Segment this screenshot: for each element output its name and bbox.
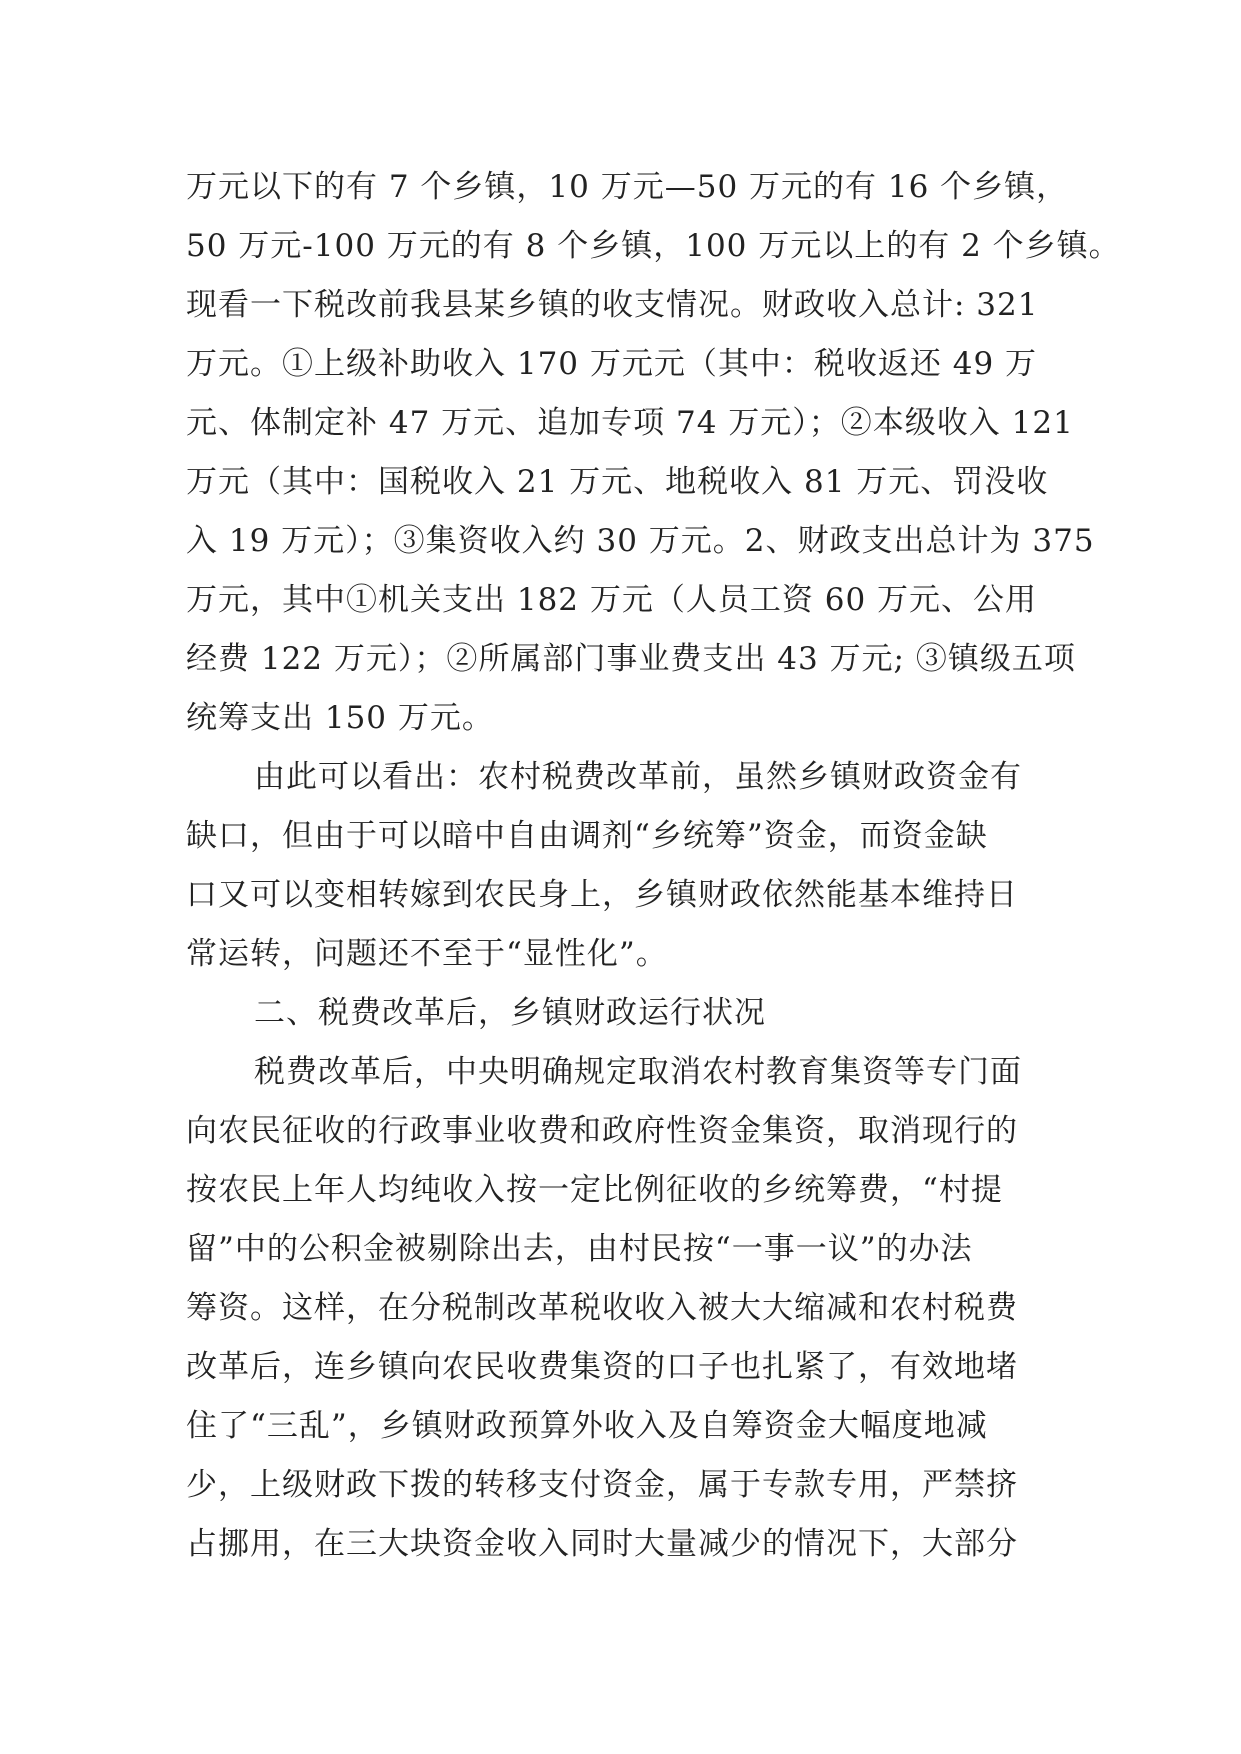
paragraph-after-reform <box>186 1043 1066 1574</box>
text-line: 按农民上年人均纯收入按一定比例征收的乡统筹费，“村提 <box>186 1172 1003 1208</box>
text-line: 占挪用，在三大块资金收入同时大量减少的情况下，大部分 <box>186 1526 1018 1562</box>
paragraph-conclusion <box>186 748 1066 984</box>
text-line: 50 万元-100 万元的有 8 个乡镇，100 万元以上的有 2 个乡镇。 <box>186 228 1121 264</box>
text-line: 万元。①上级补助收入 170 万元元（其中：税收返还 49 万 <box>186 346 1038 382</box>
text-line: 入 19 万元）；③集资收入约 30 万元。2、财政支出总计为 375 <box>186 523 1095 559</box>
text-line: 万元（其中：国税收入 21 万元、地税收入 81 万元、罚没收 <box>186 464 1049 500</box>
text-line: 缺口，但由于可以暗中自由调剂“乡统筹”资金，而资金缺 <box>186 818 988 854</box>
text-line: 元、体制定补 47 万元、追加专项 74 万元）；②本级收入 121 <box>186 405 1074 441</box>
text-line: 留”中的公积金被剔除出去，由村民按“一事一议”的办法 <box>186 1231 973 1267</box>
text-line: 住了“三乱”，乡镇财政预算外收入及自筹资金大幅度地减 <box>186 1408 988 1444</box>
text-line: 常运转，问题还不至于“显性化”。 <box>186 936 668 972</box>
text-line: 改革后，连乡镇向农民收费集资的口子也扎紧了，有效地堵 <box>186 1349 1018 1385</box>
text-line: 税费改革后，中央明确规定取消农村教育集资等专门面 <box>254 1054 1022 1090</box>
text-line: 少，上级财政下拨的转移支付资金，属于专款专用，严禁挤 <box>186 1467 1018 1503</box>
text-line: 筹资。这样，在分税制改革税收收入被大大缩减和农村税费 <box>186 1290 1018 1326</box>
heading-line: 二、税费改革后，乡镇财政运行状况 <box>254 995 766 1031</box>
text-line: 现看一下税改前我县某乡镇的收支情况。财政收入总计: 321 <box>186 287 1039 323</box>
body-text <box>186 158 1121 1574</box>
paragraph-town-statistics <box>186 158 1121 748</box>
text-line: 万元，其中①机关支出 182 万元（人员工资 60 万元、公用 <box>186 582 1038 618</box>
text-line: 口又可以变相转嫁到农民身上，乡镇财政依然能基本维持日 <box>186 877 1018 913</box>
section-heading <box>186 984 1066 1043</box>
text-line: 向农民征收的行政事业收费和政府性资金集资，取消现行的 <box>186 1113 1018 1149</box>
text-line: 经费 122 万元）；②所属部门事业费支出 43 万元; ③镇级五项 <box>186 641 1076 677</box>
text-line: 由此可以看出：农村税费改革前，虽然乡镇财政资金有 <box>254 759 1022 795</box>
text-line: 万元以下的有 7 个乡镇，10 万元—50 万元的有 16 个乡镇， <box>186 169 1069 205</box>
text-line: 统筹支出 150 万元。 <box>186 700 494 736</box>
